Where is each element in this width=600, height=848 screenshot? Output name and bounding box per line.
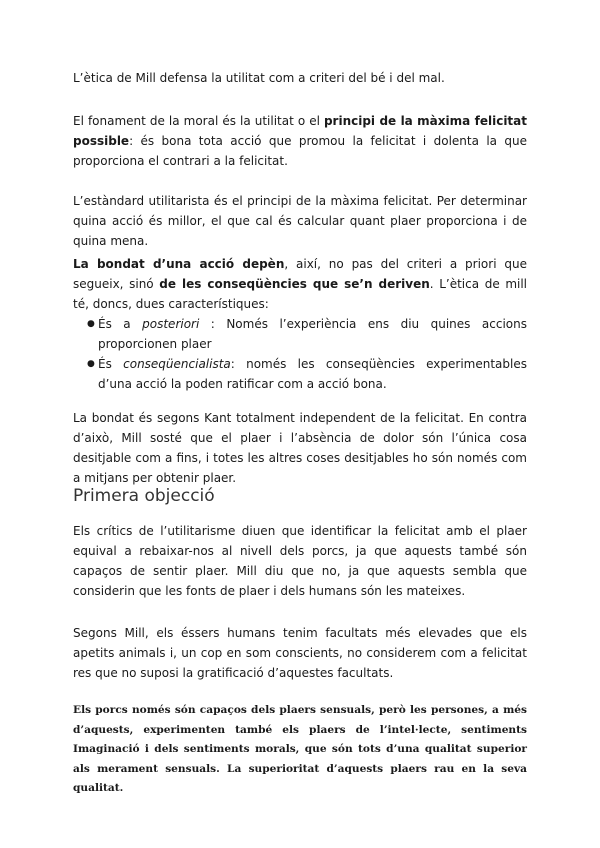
text-segment: L’estàndard utilitarista és el principi de la màxima felicitat. Per determinar quina acció és millor, el que cal és calcular quant plaer proporciona i de quina mena.	[73, 194, 527, 248]
text-segment: : només les conseqüències experimentables d’una acció la poden ratificar com a acció bona.	[98, 357, 527, 391]
intro-text: L’ètica de Mill defensa la utilitat com a criteri del bé i del mal.	[73, 71, 445, 85]
bullet-icon: ●	[87, 359, 95, 369]
section-heading: Primera objecció	[73, 486, 215, 506]
text-segment: . L’ètica de mill té, doncs, dues característiques:	[73, 277, 528, 311]
list-item	[73, 314, 527, 354]
text-segment: , així, no pas del criteri a priori que segueix, sinó	[73, 257, 527, 291]
italic-term: posteriori	[142, 317, 200, 331]
characteristics-list	[73, 314, 527, 394]
list-item	[73, 354, 527, 394]
paragraph-faculties	[73, 623, 527, 683]
paragraph-goodness	[73, 254, 527, 314]
paragraph-kant	[73, 408, 527, 488]
bold-term: La bondat d’una acció depèn	[73, 257, 285, 271]
text-segment: És	[98, 357, 124, 371]
text-segment: Segons Mill, els éssers humans tenim facultats més elevades que els apetits animals i, un cop en som conscients, no considerem com a felicitat res que no suposi la gratificació d’aquestes facultats.	[73, 626, 527, 680]
text-segment: La bondat és segons Kant totalment independent de la felicitat. En contra d’això, Mill sosté que el plaer i l’absència de dolor són l’única cosa desitjable com a fins, i totes les altres coses desitjables ho són només com a mitjans per obtenir plaer.	[73, 411, 527, 485]
text-segment: El fonament de la moral és la utilitat o el	[73, 114, 324, 128]
text-segment: És a	[98, 317, 143, 331]
text-segment: Els crítics de l’utilitarisme diuen que identificar la felicitat amb el plaer equival a rebaixar-nos al nivell dels porcs, ja que aquests també són capaços de sentir plaer. Mill diu que no, ja que aquests sembla que considerin que les fonts de plaer i dels humans són les mateixes.	[73, 524, 527, 598]
paragraph-critics	[73, 521, 527, 601]
text-segment: : és bona tota acció que promou la felicitat i dolenta la que proporciona el contrari a la felicitat.	[73, 134, 527, 168]
text-segment: : Només l’experiència ens diu quines accions proporcionen plaer	[98, 317, 527, 351]
paragraph-standard	[73, 191, 527, 251]
paragraph-foundation	[73, 111, 527, 171]
paragraph-quote	[73, 701, 527, 799]
text-segment: Els porcs només són capaços dels plaers sensuals, però les persones, a més d’aquests, experimenten també els plaers de l’intel·lecte, sentiments Imaginació i dels sentiments morals, que són tots d’una qualitat superior als merament sensuals. La superioritat d’aquests plaers rau en la seva qualitat.	[73, 704, 527, 794]
paragraph-intro	[73, 68, 445, 88]
bullet-icon: ●	[87, 319, 95, 329]
italic-term: conseqüencialista	[123, 357, 231, 371]
bold-term: de les conseqüències que se’n deriven	[159, 277, 430, 291]
bold-term: principi de la màxima felicitat possible	[73, 114, 528, 148]
